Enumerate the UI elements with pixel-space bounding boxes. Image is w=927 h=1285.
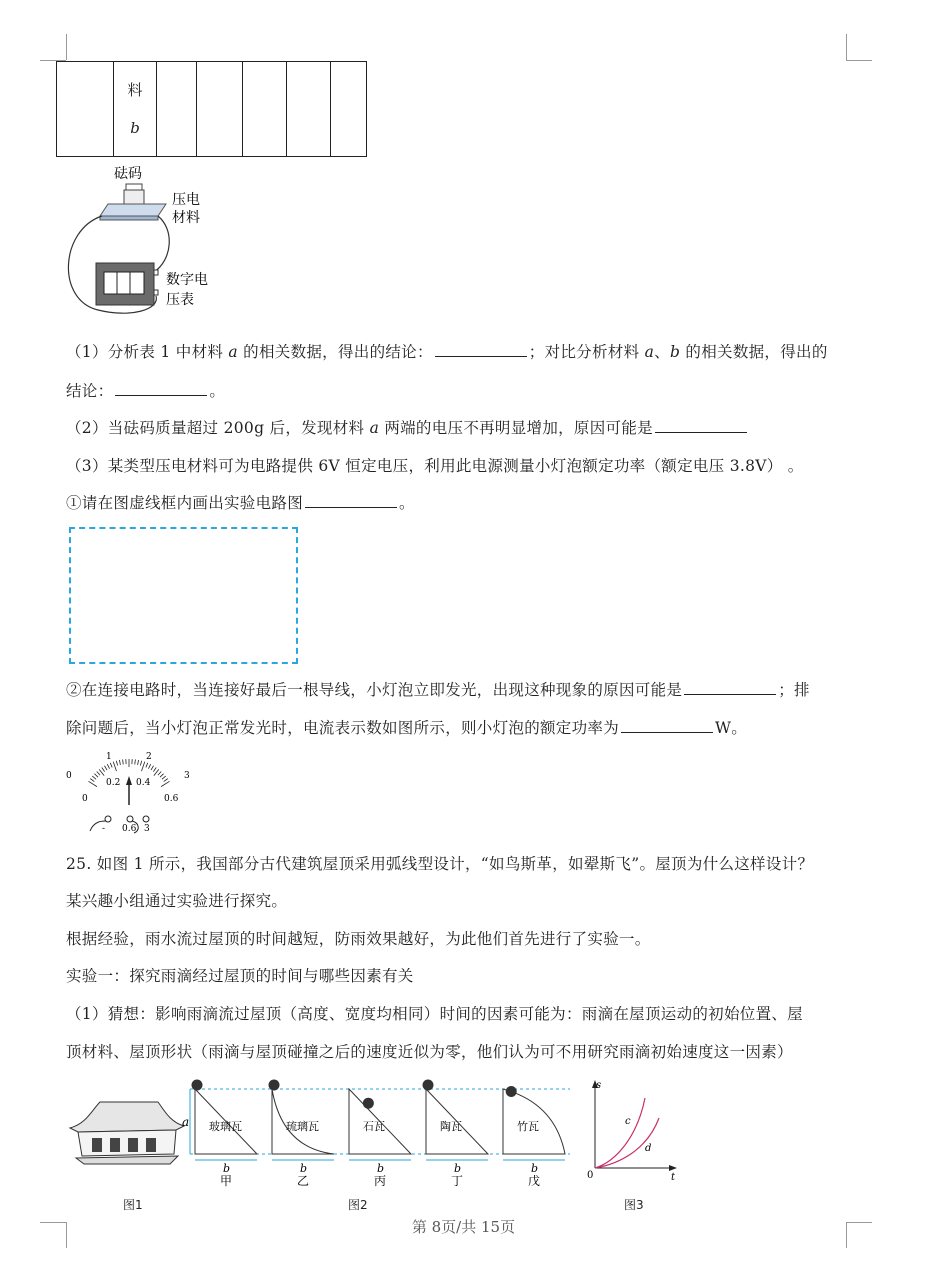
raindrop-ball-icon	[192, 1080, 203, 1091]
scale-tick	[141, 762, 144, 771]
scale-tick	[113, 762, 116, 771]
width-label: b	[377, 1162, 385, 1175]
scale-tick	[138, 760, 139, 765]
text: 两端的电压不再明显增加，原因可能是	[379, 419, 653, 437]
material-label-2: 材料	[172, 210, 200, 226]
q1-line2	[66, 379, 225, 401]
scale-tick	[102, 767, 105, 771]
q25-line3: 根据经验，雨水流过屋顶的时间越短，防雨效果越好，为此他们首先进行了实验一。	[66, 930, 651, 948]
scale-tick	[107, 764, 109, 768]
q1-line1	[66, 340, 828, 362]
scale-tick	[90, 779, 94, 782]
crop-mark	[66, 34, 67, 60]
scale-tick	[161, 781, 169, 786]
scale-tick	[94, 774, 98, 777]
curve-c-label: c	[625, 1116, 631, 1127]
ramp-panel	[349, 1089, 411, 1188]
table-cell	[157, 62, 197, 157]
weight-icon	[124, 190, 144, 204]
window-icon	[146, 1138, 156, 1152]
raindrop-ball-icon	[363, 1098, 374, 1109]
curve-d-label: d	[645, 1143, 652, 1154]
scale-tick	[135, 759, 136, 764]
table-cell	[57, 62, 114, 157]
text: 结论：	[66, 382, 114, 400]
window-icon	[110, 1138, 120, 1152]
inner-label-2: 0.4	[136, 778, 151, 788]
outer-label-0: 0	[66, 771, 72, 781]
page-footer: 第 8页/共 15页	[411, 1218, 516, 1236]
outer-label-2: 2	[146, 752, 152, 762]
s-t-graph	[585, 1078, 685, 1183]
building-base-icon	[76, 1156, 178, 1164]
y-axis-label: s	[596, 1080, 602, 1091]
inner-label-0: 0	[82, 794, 88, 804]
text: 除问题后，当小灯泡正常发光时，电流表示数如图所示，则小灯泡的额定功率为	[66, 719, 620, 737]
text: 。	[399, 494, 415, 512]
width-label: b	[531, 1162, 539, 1175]
ramp-panel	[423, 1080, 489, 1189]
text: ；对比分析材料	[528, 343, 645, 361]
scale-tick	[104, 766, 107, 770]
table-cell	[287, 62, 331, 157]
ancient-building-figure	[66, 1098, 186, 1168]
scale-tick	[164, 779, 168, 782]
ramp-panel	[192, 1080, 258, 1189]
scale-tick	[97, 771, 100, 775]
scale-tick	[148, 764, 150, 768]
answer-blank[interactable]	[115, 381, 207, 396]
panel-name-label: 乙	[297, 1174, 310, 1188]
pointer-arrow-icon	[126, 776, 132, 785]
panel-name-label: 甲	[220, 1174, 233, 1188]
text: 。	[209, 382, 226, 400]
circuit-drawing-box[interactable]	[69, 527, 298, 664]
scale-tick	[140, 761, 141, 766]
answer-blank[interactable]	[684, 680, 776, 695]
window-icon	[128, 1138, 138, 1152]
answer-blank[interactable]	[621, 718, 713, 733]
q3-1-line	[66, 491, 415, 513]
ramp-material-label: 竹瓦	[517, 1120, 539, 1133]
piezo-apparatus-figure	[60, 160, 230, 330]
ramp-panel	[269, 1080, 335, 1189]
weight-hook-icon	[126, 184, 142, 190]
scale-tick	[151, 766, 154, 770]
text: ；排	[778, 681, 810, 699]
caption-fig2: 图2	[348, 1198, 368, 1212]
table-cell	[243, 62, 287, 157]
panel-name-label: 戊	[528, 1174, 541, 1188]
material-var: b	[130, 119, 140, 137]
q25-line6: 顶材料、屋顶形状（雨滴与屋顶碰撞之后的速度近似为零，他们认为可不用研究雨滴初始速度这一因素）	[66, 1043, 793, 1061]
scale-tick	[146, 763, 148, 768]
data-table-fragment	[56, 61, 367, 157]
scale-tick	[123, 759, 124, 764]
text: 的相关数据，得出的结论：	[237, 343, 433, 361]
voltmeter-label-2: 压表	[166, 292, 194, 308]
ramp-panel	[503, 1086, 565, 1188]
terminal-icon	[143, 816, 149, 822]
table-cell-material-b	[114, 62, 157, 157]
q2-line	[66, 416, 749, 438]
crop-mark	[846, 60, 872, 61]
material-label: 料	[127, 81, 143, 99]
scale-tick	[160, 774, 164, 777]
q25-line2: 某兴趣小组通过实验进行探究。	[66, 892, 288, 910]
terminal-label-06: 0.6	[122, 824, 137, 834]
width-label: b	[300, 1162, 308, 1175]
scale-tick	[153, 767, 156, 771]
outer-label-3: 3	[184, 771, 190, 781]
panel-name-label: 丙	[374, 1174, 387, 1188]
height-label: a	[182, 1115, 190, 1129]
scale-tick	[116, 761, 117, 766]
scale-tick	[162, 776, 166, 779]
ammeter-figure	[60, 745, 200, 840]
q3-2-line2	[66, 716, 747, 738]
terminal-label-neg: -	[102, 824, 106, 834]
scale-tick	[92, 776, 96, 779]
inner-label-1: 0.2	[106, 778, 121, 788]
scale-tick	[119, 760, 120, 765]
answer-blank[interactable]	[305, 493, 397, 508]
x-axis-arrow-icon	[669, 1165, 677, 1171]
caption-fig1: 图1	[123, 1198, 143, 1212]
wire	[154, 216, 169, 272]
scale-tick	[158, 771, 161, 775]
text: （1）分析表 1 中材料	[66, 343, 229, 361]
text: 、	[654, 343, 670, 361]
roof-ramp-figure	[180, 1078, 575, 1188]
ramp-material-label: 玻璃瓦	[209, 1120, 242, 1133]
ramp-panels	[192, 1080, 566, 1189]
text: 的相关数据，得出的	[680, 343, 828, 361]
q25-line5: （1）猜想：影响雨滴流过屋顶（高度、宽度均相同）时间的因素可能为：雨滴在屋顶运动的初始位置、屋	[66, 1005, 803, 1023]
answer-blank[interactable]	[435, 342, 527, 357]
x-axis-label: t	[671, 1172, 676, 1183]
width-label: b	[223, 1162, 231, 1175]
scale-tick	[110, 763, 112, 768]
voltmeter-display	[104, 272, 144, 294]
caption-fig3: 图3	[624, 1198, 644, 1212]
outer-label-1: 1	[106, 752, 112, 762]
table-cell	[331, 62, 367, 157]
raindrop-ball-icon	[269, 1080, 280, 1091]
origin-label: 0	[587, 1170, 594, 1181]
scale-tick	[88, 781, 96, 786]
window-icon	[92, 1138, 102, 1152]
answer-blank[interactable]	[655, 418, 747, 433]
var-b: b	[669, 343, 681, 361]
curve-c	[595, 1098, 645, 1168]
ramp-material-label: 石瓦	[363, 1120, 385, 1133]
text: W。	[715, 719, 748, 737]
roof-icon	[70, 1102, 184, 1132]
weight-label: 砝码	[114, 166, 142, 182]
width-label: b	[454, 1162, 462, 1175]
var-a: a	[644, 343, 655, 361]
terminal-icon	[154, 290, 158, 295]
piezo-plate-top	[100, 204, 166, 216]
table-cell	[197, 62, 243, 157]
q3-line: （3）某类型压电材料可为电路提供 6V 恒定电压，利用此电源测量小灯泡额定功率（额定电压 3.8V） 。	[66, 457, 804, 475]
material-label-1: 压电	[172, 192, 200, 208]
panel-name-label: 丁	[451, 1174, 464, 1188]
piezo-plate-side	[100, 216, 158, 220]
text: ①请在图虚线框内画出实验电路图	[66, 494, 304, 512]
q25-line4: 实验一：探究雨滴经过屋顶的时间与哪些因素有关	[66, 967, 414, 985]
raindrop-ball-icon	[423, 1080, 434, 1091]
var-a: a	[369, 419, 380, 437]
text: ②在连接电路时，当连接好最后一根导线，小灯泡立即发光，出现这种现象的原因可能是	[66, 681, 683, 699]
raindrop-ball-icon	[506, 1086, 517, 1097]
ramp-material-label: 陶瓦	[440, 1120, 462, 1133]
var-a: a	[228, 343, 238, 361]
ramp-material-label: 琉璃瓦	[286, 1120, 319, 1133]
terminal-icon	[154, 270, 158, 275]
text: （2）当砝码质量超过 200g 后，发现材料	[66, 419, 370, 437]
inner-label-3: 0.6	[164, 794, 179, 804]
q25-line1: 25. 如图 1 所示，我国部分古代建筑屋顶采用弧线型设计，“如鸟斯革，如翚斯飞”。屋顶为什么这样设计？	[66, 855, 814, 873]
q3-2-line1	[66, 678, 810, 700]
voltmeter-label-1: 数字电	[166, 272, 208, 288]
terminal-label-3: 3	[144, 824, 150, 834]
crop-mark	[846, 34, 847, 60]
